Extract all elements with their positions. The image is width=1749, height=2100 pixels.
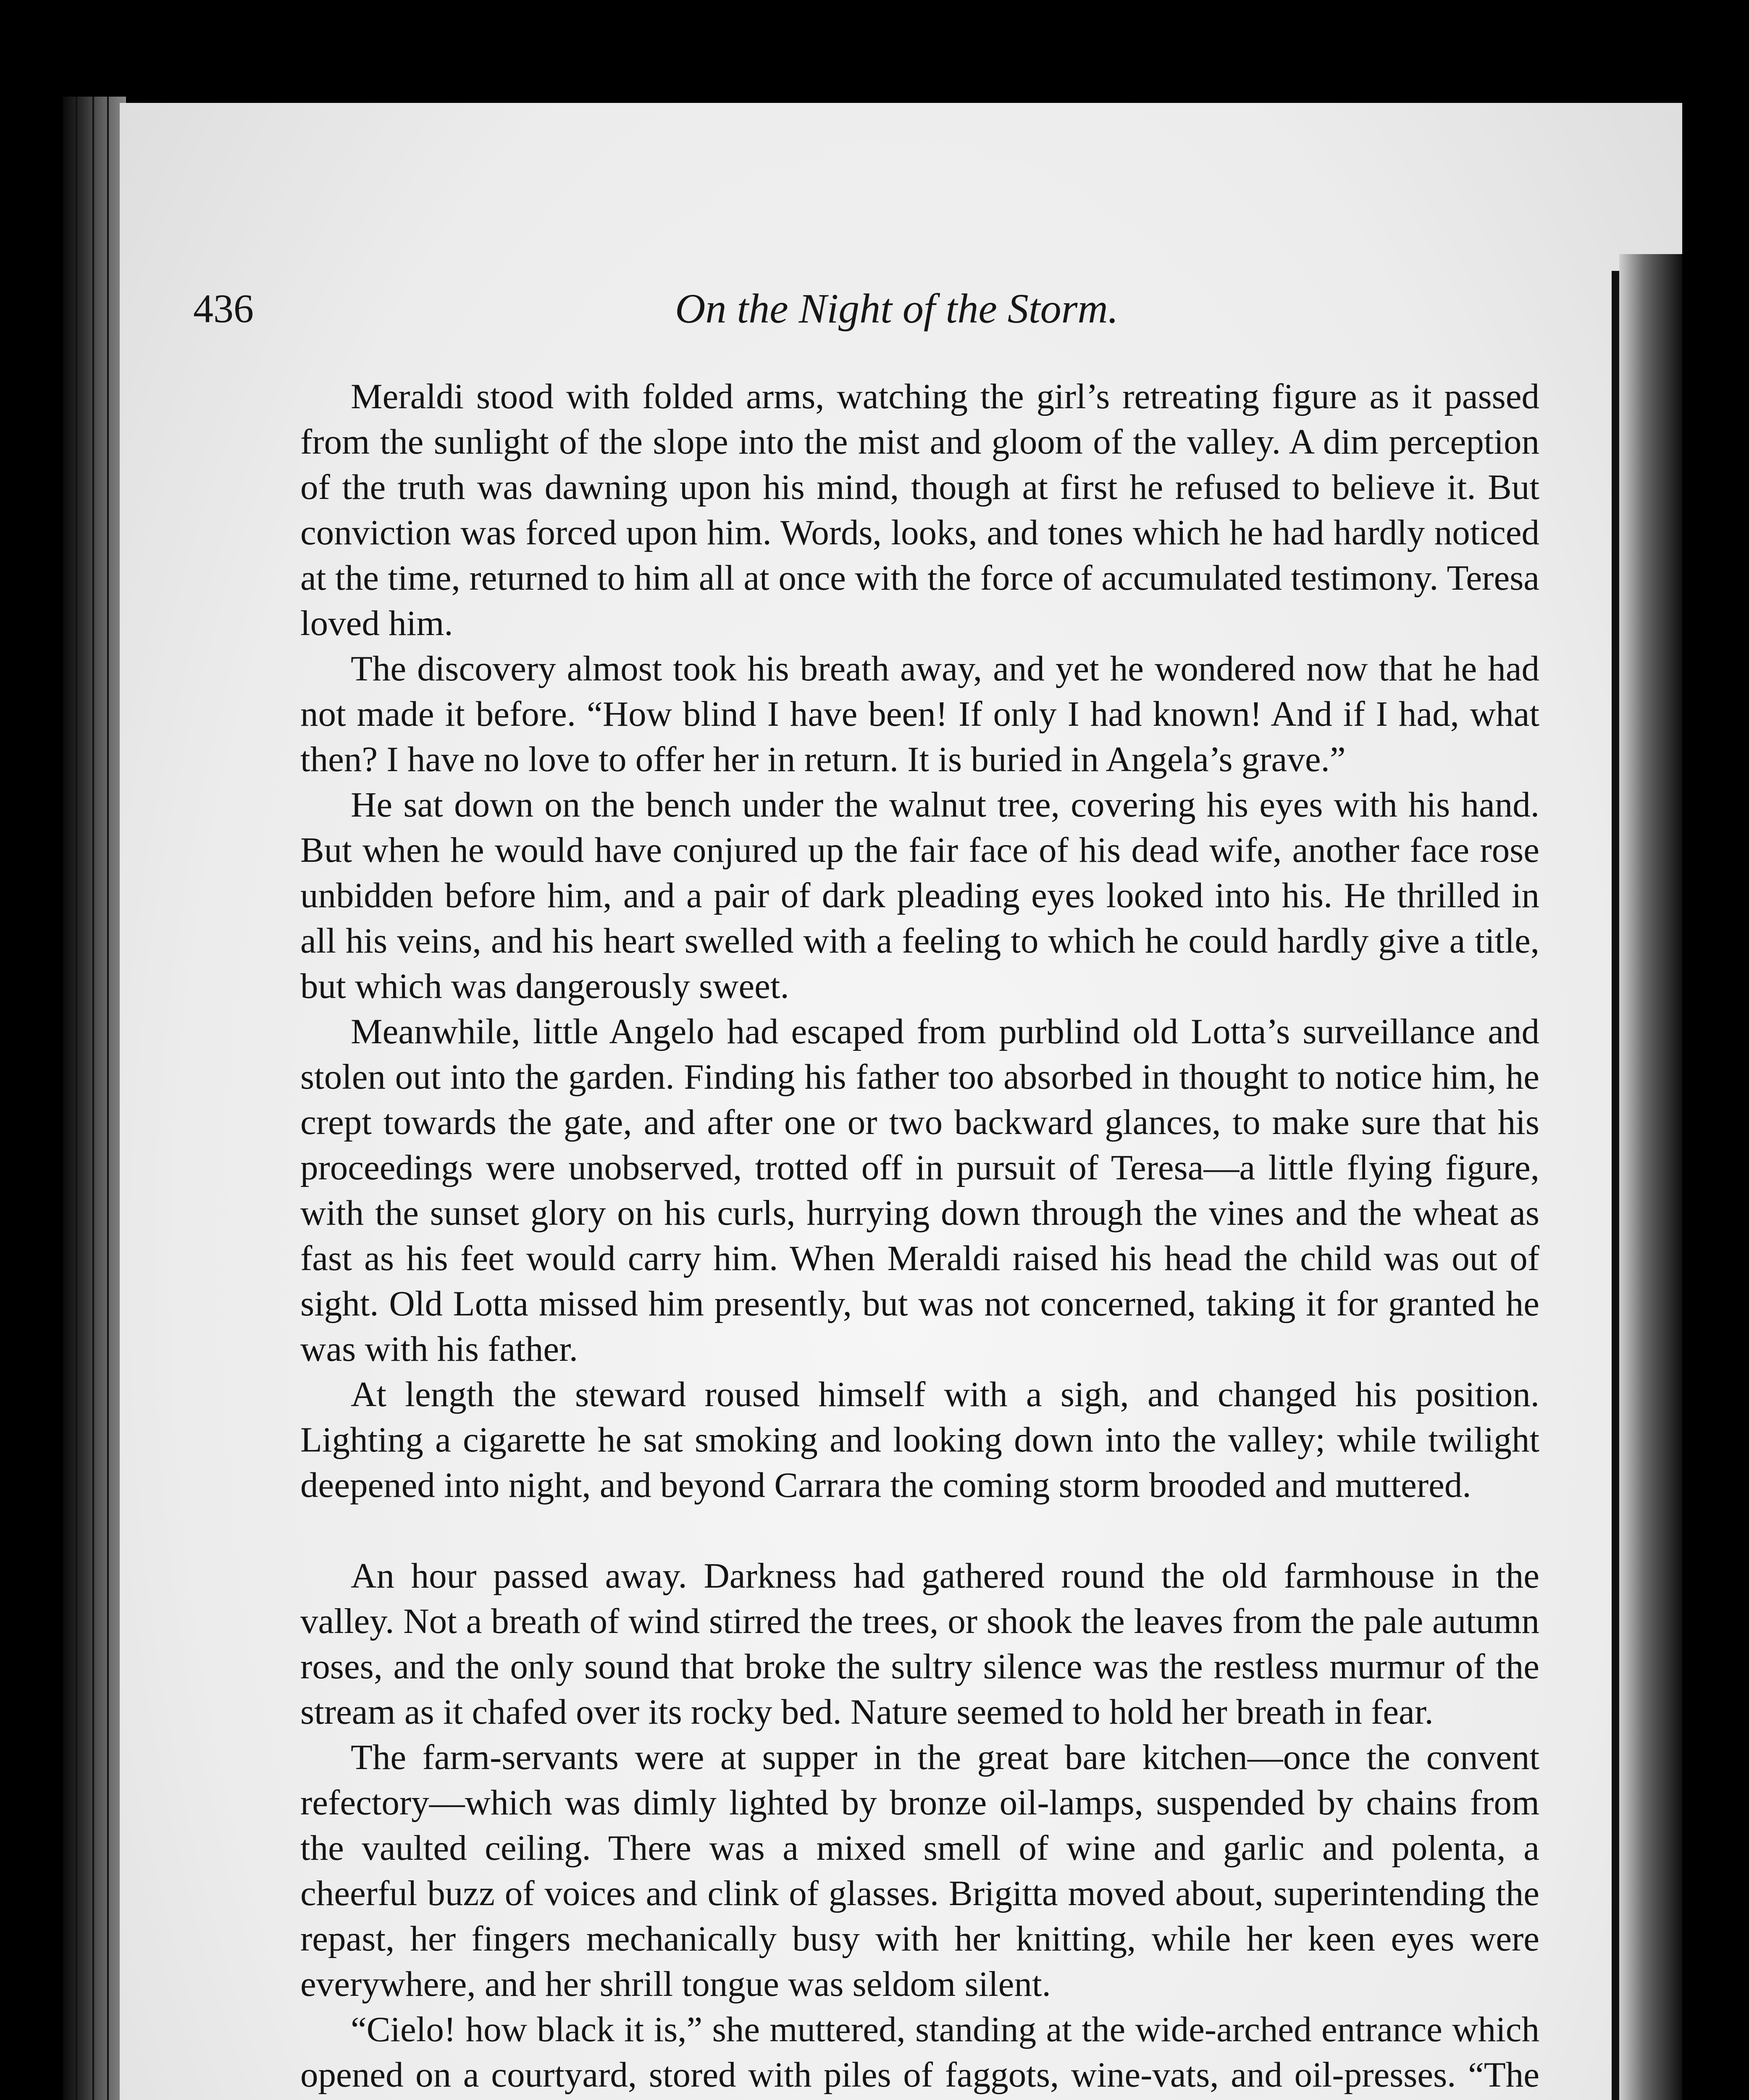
paragraph: Meraldi stood with folded arms, watching the girl’s retreating figure as it passed from the sunlight of the slope into the mist and gloom of the valley. A dim perception of the truth was dawning upon his mind, though at first he refused to believe it. But conviction was forced upon him. Words, looks, and tones which he had hardly noticed at the time, returned to him all at once with the force of accumulated testimony. Teresa loved him. <box>300 377 1539 643</box>
paragraph: The farm-servants were at supper in the great bare kitchen—once the convent refectory—which was dimly lighted by bronze oil-lamps, suspended by chains from the vaulted ceiling. There was a mixed smell of wine and garlic and polenta, a cheerful buzz of voices and clink of glasses. Brigitta moved about, superintending the repast, her fingers mechanically busy with her knitting, while her keen eyes were everywhere, and her shrill tongue was seldom silent. <box>300 1738 1539 2004</box>
body-text <box>300 374 1539 2100</box>
book-spine-edge <box>63 97 126 2100</box>
running-title: On the Night of the Storm. <box>675 285 1119 332</box>
page-header <box>193 281 1542 344</box>
paragraph: He sat down on the bench under the walnut tree, covering his eyes with his hand. But when he would have conjured up the fair face of his dead wife, another face rose unbidden before him, and a pair of dark pleading eyes looked into his. He thrilled in all his veins, and his heart swelled with a feeling to which he could hardly give a title, but which was dangerously sweet. <box>300 785 1539 1006</box>
spine-line <box>92 97 94 2100</box>
paragraph: At length the steward roused himself with a sigh, and changed his position. Lighting a cigarette he sat smoking and looking down into the valley; while twilight deepened into night, and beyond Carrara the coming storm brooded and muttered. <box>300 1375 1539 1505</box>
spine-line <box>107 97 109 2100</box>
spine-line <box>76 97 77 2100</box>
paragraph: The discovery almost took his breath away, and yet he wondered now that he had not made it before. “How blind I have been! If only I had known! And if I had, what then? I have no love to offer her in return. It is buried in Angela’s grave.” <box>300 649 1539 779</box>
paragraph: “Cielo! how black it is,” she muttered, standing at the wide-arched entrance which opened on a courtyard, stored with piles of faggots, wine-vats, and oil-presses. “The <box>300 2010 1539 2095</box>
page-right-shadow <box>1619 254 1682 2100</box>
page-fold-line <box>1612 271 1619 2100</box>
page-number: 436 <box>193 286 254 331</box>
paragraph: Meanwhile, little Angelo had escaped from purblind old Lotta’s surveillance and stolen out into the garden. Finding his father too absorbed in thought to notice him, he crept towards the gate, and after one or two backward glances, to make sure that his proceedings were unobserved, trotted off in pursuit of Teresa—a little flying figure, with the sunset glory on his curls, hurrying down through the vines and the wheat as fast as his feet would carry him. When Meraldi raised his head the child was out of sight. Old Lotta missed him presently, but was not concerned, taking it for granted he was with his father. <box>300 1012 1539 1369</box>
paragraph: An hour passed away. Darkness had gathered round the old farmhouse in the valley. Not a breath of wind stirred the trees, or shook the leaves from the pale autumn roses, and the only sound that broke the sultry silence was the restless murmur of the stream as it chafed over its rocky bed. Nature seemed to hold her breath in fear. <box>300 1556 1539 1732</box>
